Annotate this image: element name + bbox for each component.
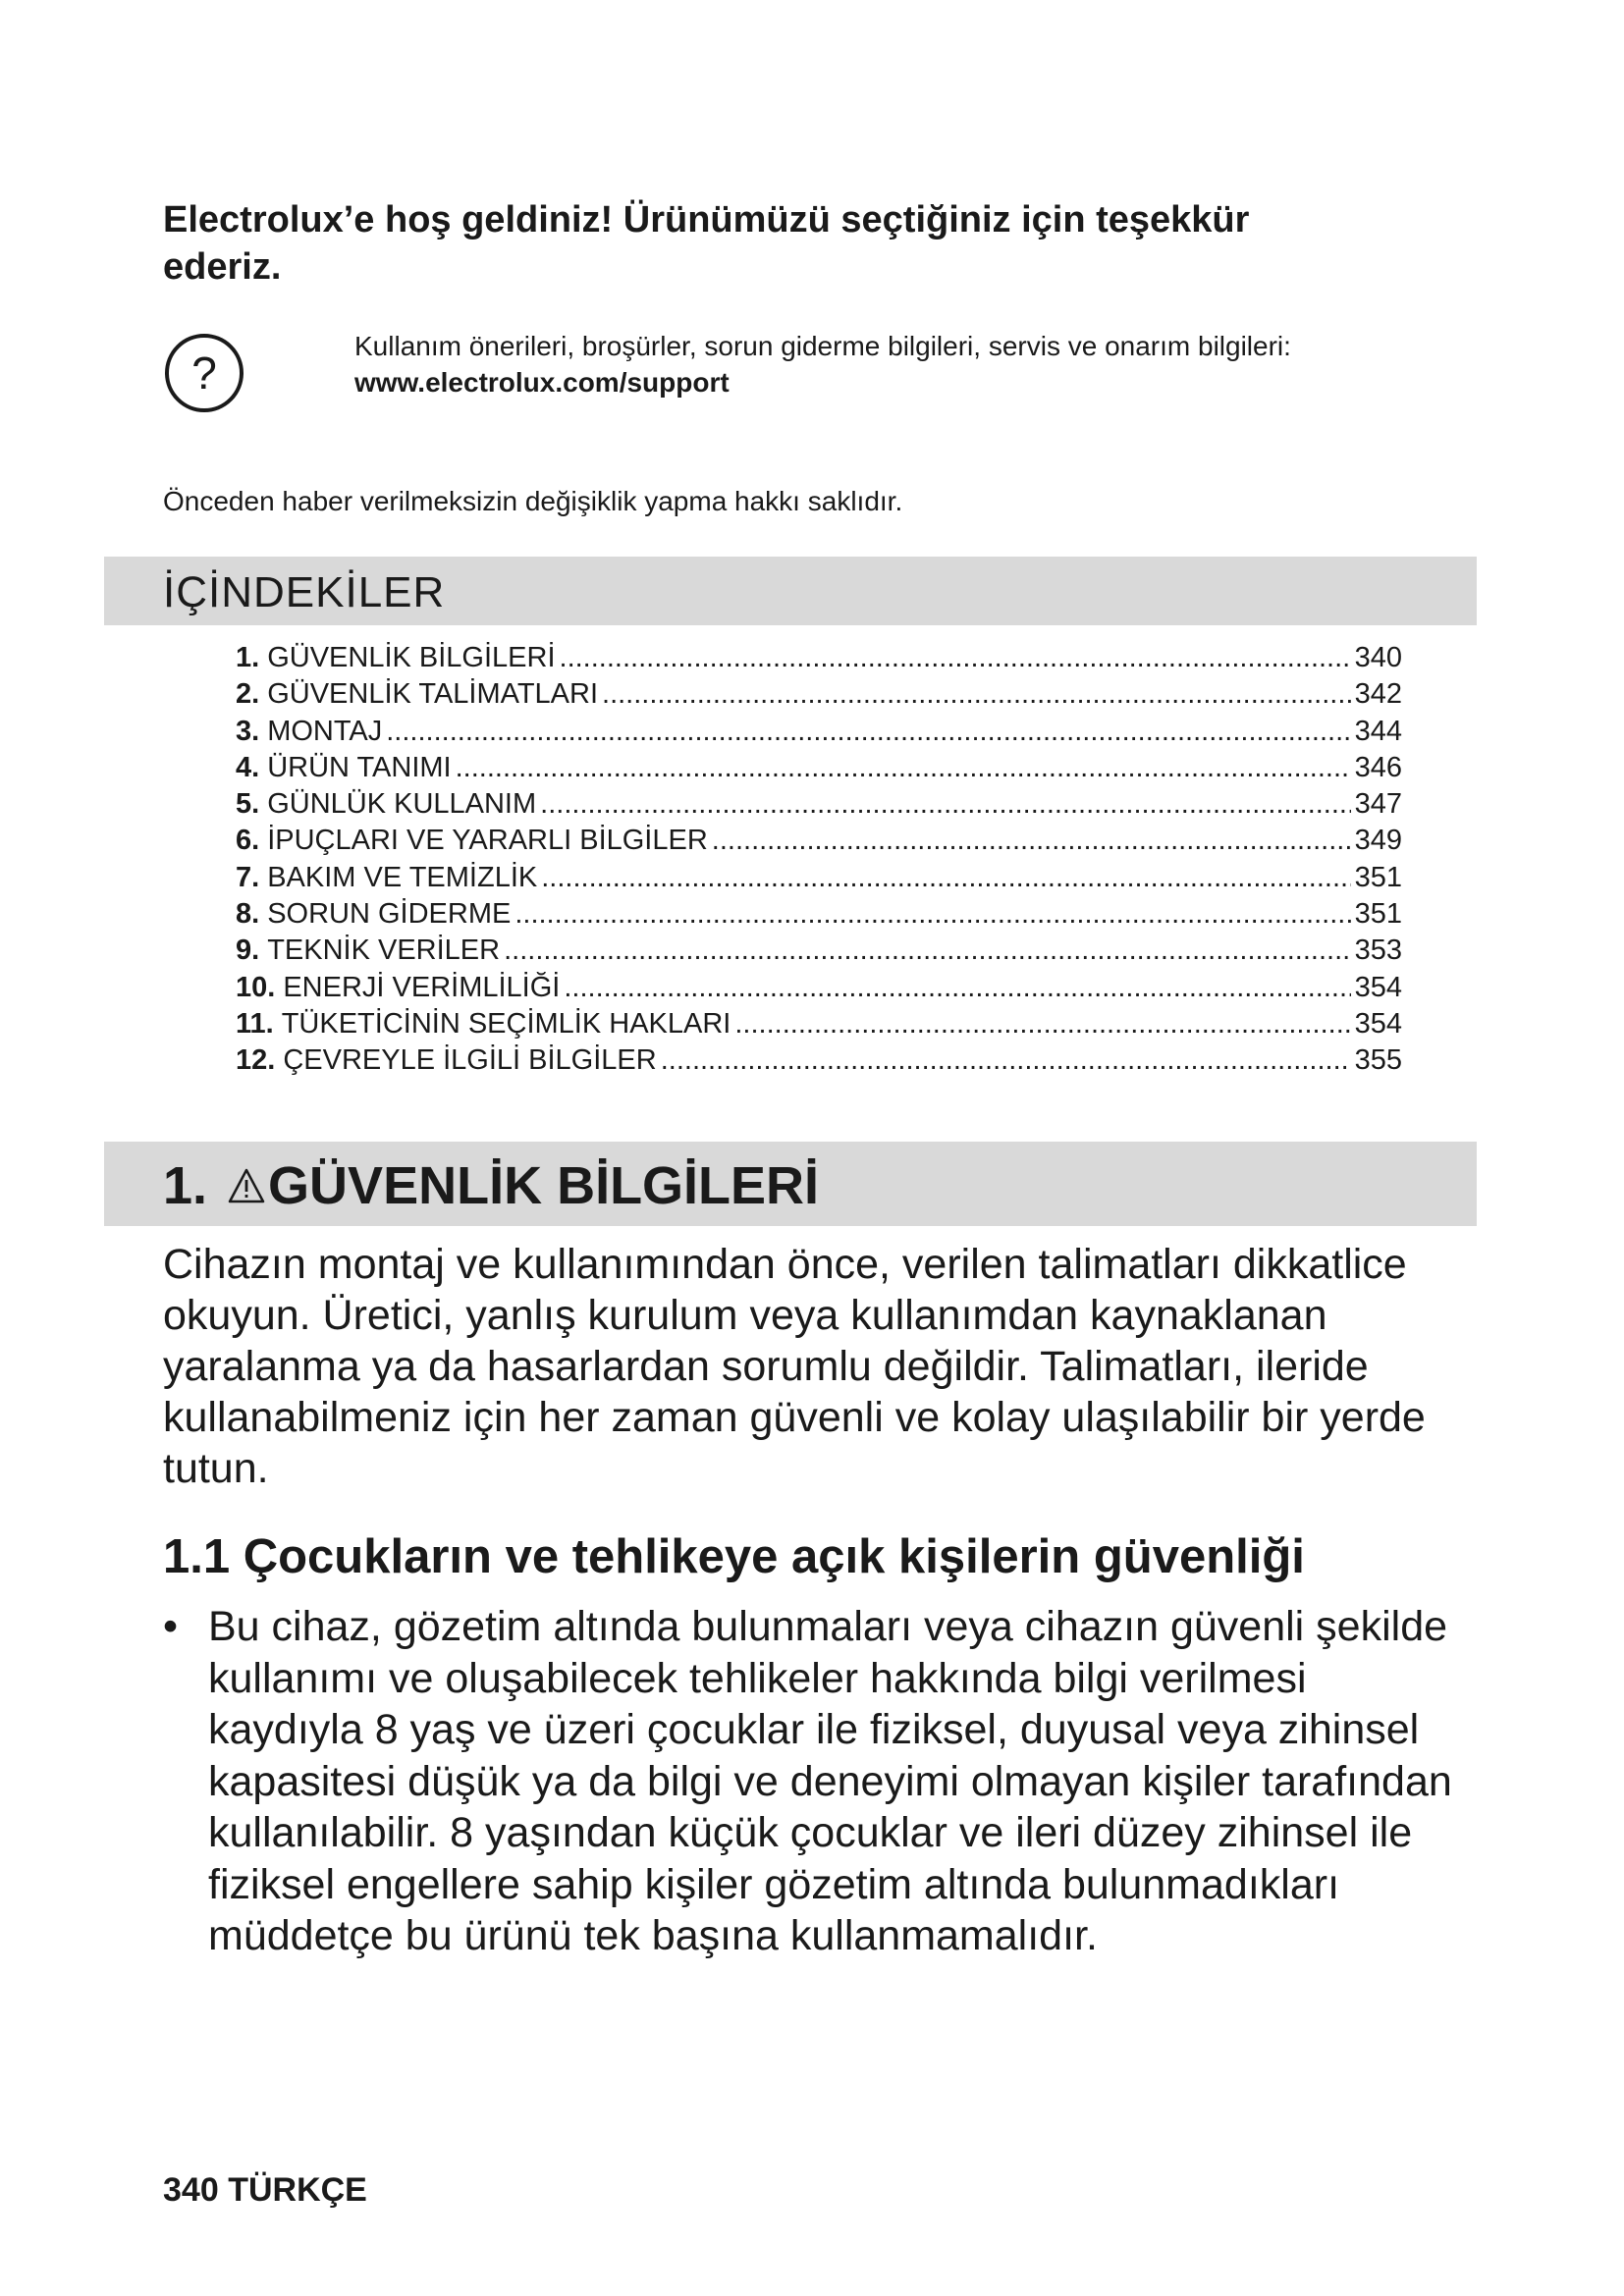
toc-item-number: 5. <box>236 788 260 821</box>
toc-item[interactable] <box>236 823 1402 859</box>
toc-item-label: ÜRÜN TANIMI <box>267 751 452 783</box>
toc-item-page: 349 <box>1354 825 1402 857</box>
svg-text:?: ? <box>191 347 217 399</box>
page-number: 340 <box>163 2171 219 2209</box>
toc-item-label: SORUN GİDERME <box>267 898 512 931</box>
toc-item-page: 355 <box>1354 1044 1402 1077</box>
table-of-contents <box>236 640 1402 1080</box>
toc-leader-dots <box>564 970 1350 1006</box>
toc-item-label: İPUÇLARI VE YARARLI BİLGİLER <box>267 825 708 857</box>
toc-item-number: 6. <box>236 825 260 857</box>
toc-item-label: ENERJİ VERİMLİLİĞİ <box>283 971 561 1003</box>
toc-item-number: 10. <box>236 971 276 1003</box>
footer-language: TÜRKÇE <box>228 2171 367 2209</box>
toc-item-number: 12. <box>236 1044 276 1077</box>
toc-item[interactable] <box>236 786 1402 823</box>
toc-item-label: MONTAJ <box>267 715 383 747</box>
toc-leader-dots <box>514 896 1350 933</box>
bullet-item: • Bu cihaz, gözetim altında bulunmaları veya cihazın güvenli şekilde kullanımı ve oluşabilecek tehlikeler hakkında bilgi verilmesi kaydıyla 8 yaş ve üzeri çocuklar ile fiziksel, duyusal veya zihinsel kapasitesi düşük ya da bilgi ve deneyimi olmayan kişiler tarafından kullanılabilir. 8 yaşından küçük çocuklar ve ileri düzey zihinsel ile fiziksel engellere sahip kişiler gözetim altında bulunmadıkları müddetçe bu ürünü tek başına kullanmamalıdır. <box>163 1601 1459 1962</box>
toc-item[interactable] <box>236 860 1402 896</box>
toc-leader-dots <box>602 676 1351 713</box>
support-info <box>354 328 1435 400</box>
toc-item[interactable] <box>236 676 1402 713</box>
toc-item[interactable] <box>236 970 1402 1006</box>
toc-leader-dots <box>661 1042 1351 1079</box>
toc-item-number: 4. <box>236 751 260 783</box>
toc-leader-dots <box>560 640 1351 676</box>
toc-item-number: 2. <box>236 678 260 711</box>
toc-leader-dots <box>456 750 1351 786</box>
toc-item[interactable] <box>236 1006 1402 1042</box>
toc-leader-dots <box>540 786 1350 823</box>
toc-item-page: 340 <box>1354 642 1402 673</box>
toc-item-number: 9. <box>236 934 260 967</box>
toc-item-number: 1. <box>236 642 260 673</box>
toc-item-label: GÜNLÜK KULLANIM <box>267 788 537 821</box>
bullet-list <box>163 1601 1459 1962</box>
section-title <box>163 1155 819 1216</box>
toc-item[interactable] <box>236 896 1402 933</box>
support-text: Kullanım önerileri, broşürler, sorun giderme bilgileri, servis ve onarım bilgileri: <box>354 331 1291 361</box>
toc-item-label: TÜKETİCİNİN SEÇİMLİK HAKLARI <box>281 1007 731 1040</box>
toc-item-page: 354 <box>1354 1007 1402 1040</box>
support-link[interactable]: www.electrolux.com/support <box>354 367 730 398</box>
toc-item[interactable] <box>236 640 1402 676</box>
toc-item-label: TEKNİK VERİLER <box>267 934 501 967</box>
toc-item-label: BAKIM VE TEMİZLİK <box>267 861 538 893</box>
toc-leader-dots <box>734 1006 1350 1042</box>
warning-triangle-icon <box>227 1167 266 1204</box>
toc-item-label: GÜVENLİK BİLGİLERİ <box>267 642 556 673</box>
toc-item-page: 353 <box>1354 934 1402 967</box>
toc-item[interactable] <box>236 1042 1402 1079</box>
toc-item-number: 7. <box>236 861 260 893</box>
toc-item[interactable] <box>236 933 1402 969</box>
toc-leader-dots <box>504 933 1351 969</box>
toc-item-number: 8. <box>236 898 260 931</box>
toc-item-page: 344 <box>1354 715 1402 747</box>
toc-item[interactable] <box>236 750 1402 786</box>
section-number: 1. <box>163 1156 208 1215</box>
toc-leader-dots <box>712 823 1351 859</box>
toc-item[interactable] <box>236 714 1402 750</box>
toc-item-page: 347 <box>1354 788 1402 821</box>
toc-item-number: 3. <box>236 715 260 747</box>
question-circle-icon <box>163 332 245 414</box>
page-footer <box>163 2169 367 2211</box>
toc-item-page: 354 <box>1354 971 1402 1003</box>
section-title-text: GÜVENLİK BİLGİLERİ <box>268 1156 820 1215</box>
subsection-title: 1.1 Çocukların ve tehlikeye açık kişilerin güvenliği <box>163 1530 1305 1583</box>
toc-item-page: 346 <box>1354 751 1402 783</box>
change-notice: Önceden haber verilmeksizin değişiklik yapma hakkı saklıdır. <box>163 486 903 516</box>
toc-leader-dots <box>541 860 1350 896</box>
toc-item-label: ÇEVREYLE İLGİLİ BİLGİLER <box>283 1044 657 1077</box>
toc-leader-dots <box>386 714 1350 750</box>
section-intro: Cihazın montaj ve kullanımından önce, verilen talimatları dikkatlice okuyun. Üretici, yanlış kurulum veya kullanımdan kaynaklanan yaralanma ya da hasarlardan sorumlu değildir. Talimatları, ileride kullanabilmeniz için her zaman güvenli ve kolay ulaşılabilir bir yerde tutun. <box>163 1241 1426 1492</box>
toc-item-page: 351 <box>1354 861 1402 893</box>
toc-title: İÇİNDEKİLER <box>163 568 446 616</box>
toc-item-page: 351 <box>1354 898 1402 931</box>
toc-item-label: GÜVENLİK TALİMATLARI <box>267 678 599 711</box>
welcome-heading: Electrolux’e hoş geldiniz! Ürünümüzü seçtiğiniz için teşekkür ederiz. <box>163 199 1250 288</box>
toc-item-number: 11. <box>236 1007 274 1040</box>
toc-item-page: 342 <box>1354 678 1402 711</box>
